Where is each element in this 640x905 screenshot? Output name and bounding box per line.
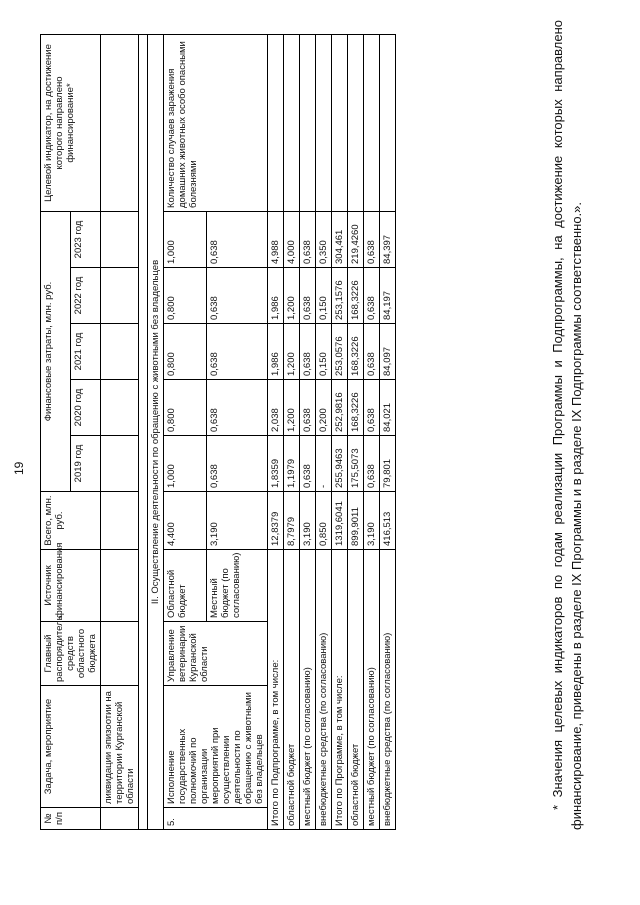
cell-value: 0,150 [316,268,332,324]
cell-value: 0,150 [316,324,332,380]
cell-value: 0,638 [364,212,380,268]
cell-value: 0,800 [164,268,207,324]
cell-empty [101,212,139,268]
cell-value: 0,800 [164,324,207,380]
cell-value: 255,9463 [332,436,348,492]
cell-total: 3,190 [207,492,268,550]
cell-value: 1,200 [284,380,300,436]
cell-value: 0,350 [316,212,332,268]
cell-value: 1,200 [284,268,300,324]
col-header-year: 2021 год [71,324,101,380]
cell-task: ликвидации эпизоотии на территории Курганской области [101,686,139,808]
cell-value: 0,638 [300,268,316,324]
cell-total: 12,8379 [268,492,284,550]
cell-value: 0,638 [207,268,268,324]
cell-value: 0,638 [207,324,268,380]
total-label: местный бюджет (по согласованию) [364,550,380,830]
cell-value: 84,397 [380,212,396,268]
cell-indicator: Количество случаев заражения домашних животных особо опасными болезнями [164,35,268,212]
cell-value: 304,461 [332,212,348,268]
cell-total: 3,190 [300,492,316,550]
cell-value: 1,986 [268,324,284,380]
cell-total: 1319,6041 [332,492,348,550]
cell-value: 219,4260 [348,212,364,268]
cell-empty [364,35,380,212]
header-row [41,35,71,830]
cell-empty [101,808,139,830]
total-label: внебюджетные средства (по согласованию) [380,550,396,830]
cell-empty [316,35,332,212]
col-header-year: 2022 год [71,268,101,324]
totals-section [268,35,396,830]
total-row [300,35,316,830]
cell-empty [101,35,139,212]
cell-value: 1,8359 [268,436,284,492]
col-header-task: Задача, мероприятие [41,686,101,808]
cell-total: 416,513 [380,492,396,550]
cell-value: 253,1576 [332,268,348,324]
cell-value: 253,0576 [332,324,348,380]
spacer-cell [139,35,148,830]
cell-value: 1,000 [164,436,207,492]
total-row [364,35,380,830]
total-label: внебюджетные средства (по согласованию) [316,550,332,830]
cell-value: 175,5073 [348,436,364,492]
cell-empty [268,35,284,212]
cell-value: 0,638 [364,268,380,324]
cell-value: - [316,436,332,492]
section-row [148,35,164,830]
total-label: Итого по Программе, в том числе: [332,550,348,830]
cell-empty [101,324,139,380]
cell-empty [101,380,139,436]
cell-total: 8,7979 [284,492,300,550]
col-header-total: Всего, млн. руб. [41,492,101,550]
section-title: II. Осуществление деятельности по обращению с животными без владельцев [148,35,164,830]
cell-value: 84,097 [380,324,396,380]
cell-value: 0,638 [207,212,268,268]
cell-manager: Управление ветеринарии Курганской области [164,622,268,686]
cell-total: 3,190 [364,492,380,550]
total-label: областной бюджет [348,550,364,830]
col-header-manager: Главный распорядитель средств областного бюджета [41,622,101,686]
footnote: * Значения целевых индикаторов по годам реализации Программы и Подпрограммы, на достижение которых направлено финансирование, приведены в разделе IX Программы и в разделе IX Подпрограммы соответственно.». [550,20,584,830]
cell-empty [101,436,139,492]
cell-value: 0,638 [364,324,380,380]
col-header-year: 2019 год [71,436,101,492]
col-header-year: 2023 год [71,212,101,268]
col-header-year: 2020 год [71,380,101,436]
table-row [164,35,207,830]
page-number: 19 [12,461,26,475]
col-header-num: № п/п [41,808,101,830]
cell-value: 0,638 [207,436,268,492]
cell-value: 0,638 [300,212,316,268]
cell-empty [101,622,139,686]
cell-value: 4,000 [284,212,300,268]
cell-source: Местный бюджет (по согласованию) [207,550,268,622]
cell-empty [300,35,316,212]
total-row [332,35,348,830]
total-row [348,35,364,830]
cell-value: 0,638 [207,380,268,436]
cell-value: 1,000 [164,212,207,268]
cell-value: 84,021 [380,380,396,436]
cell-empty [380,35,396,212]
cell-empty [101,550,139,622]
total-row [268,35,284,830]
table-row [101,35,139,830]
cell-value: 0,638 [300,380,316,436]
cell-value: 84,197 [380,268,396,324]
cell-value: 168,3226 [348,380,364,436]
cell-value: 0,638 [364,380,380,436]
col-header-costs: Финансовые затраты, млн. руб. [41,212,71,492]
budget-table [40,34,396,830]
spacer-row [139,35,148,830]
cell-total: 0,850 [316,492,332,550]
total-label: Итого по Подпрограмме, в том числе: [268,550,284,830]
cell-empty [101,268,139,324]
cell-value: 1,200 [284,324,300,380]
cell-value: 0,638 [300,324,316,380]
cell-value: 168,3226 [348,268,364,324]
total-label: областной бюджет [284,550,300,830]
cell-value: 1,1979 [284,436,300,492]
cell-total: 4,400 [164,492,207,550]
col-header-source: Источник финансирования [41,550,101,622]
total-row [380,35,396,830]
cell-value: 1,986 [268,268,284,324]
cell-num: 5. [164,808,268,830]
cell-empty [332,35,348,212]
cell-empty [348,35,364,212]
cell-value: 4,988 [268,212,284,268]
cell-source: Областной бюджет [164,550,207,622]
cell-value: 168,3226 [348,324,364,380]
cell-value: 252,9816 [332,380,348,436]
cell-value: 0,638 [364,436,380,492]
cell-value: 0,200 [316,380,332,436]
cell-empty [284,35,300,212]
cell-value: 79,801 [380,436,396,492]
total-label: местный бюджет (по согласованию) [300,550,316,830]
cell-empty [101,492,139,550]
cell-value: 2,038 [268,380,284,436]
cell-value: 0,800 [164,380,207,436]
total-row [316,35,332,830]
col-header-indicator: Целевой индикатор, на достижение которого направлено финансирование* [41,35,101,212]
cell-value: 0,638 [300,436,316,492]
cell-task: Исполнение государственных полномочий по организации мероприятий при осуществлении деятельности по обращению с животными без владельцев [164,686,268,808]
cell-total: 899,9011 [348,492,364,550]
total-row [284,35,300,830]
